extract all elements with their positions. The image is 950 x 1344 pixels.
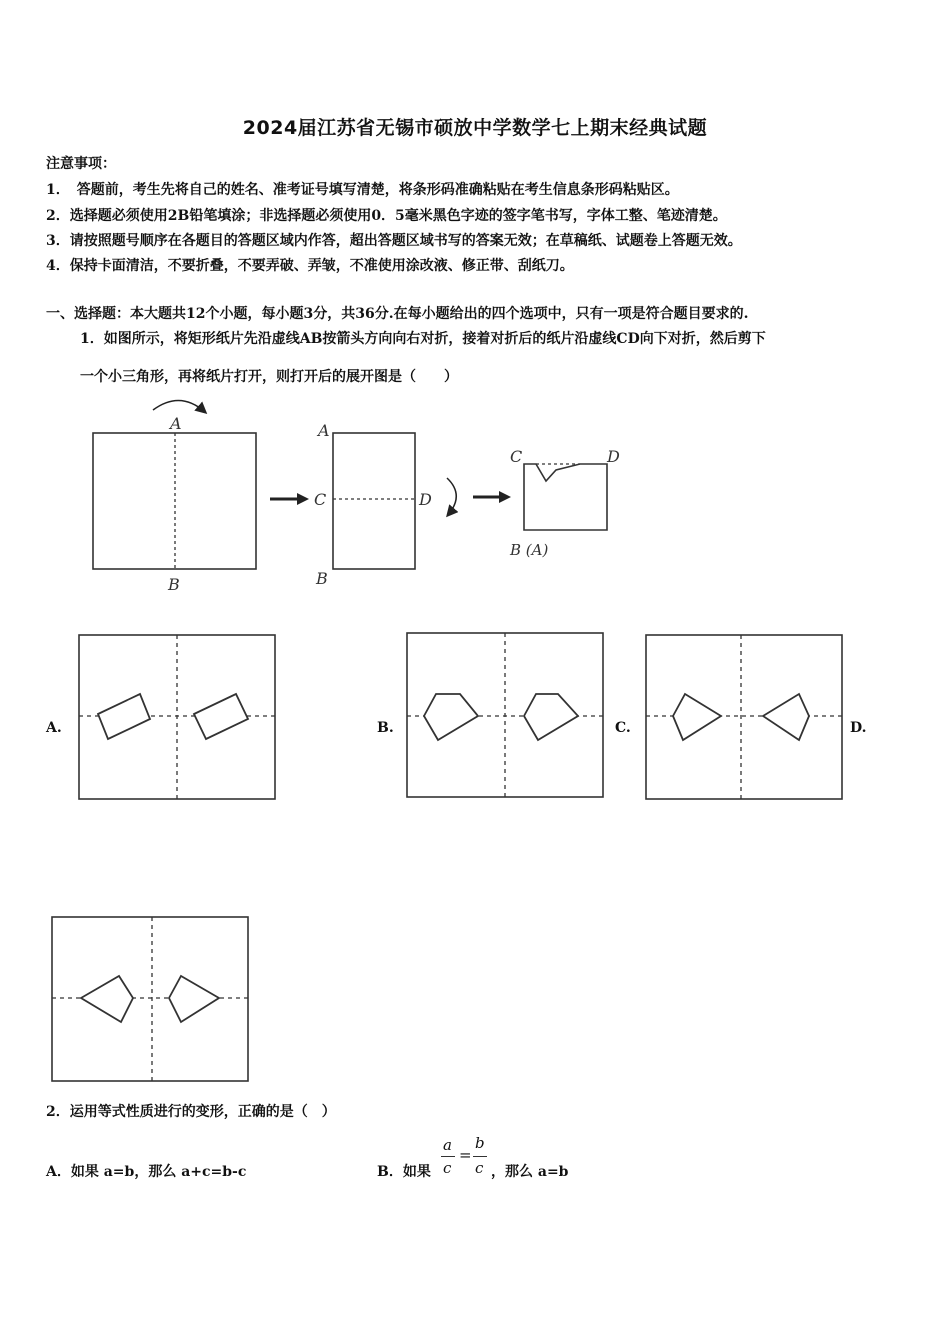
label-c2: C (314, 490, 327, 509)
label-c3: C (510, 447, 523, 466)
option-a-label[interactable]: A. (46, 720, 62, 736)
label-ba3: B (A) (510, 541, 549, 559)
label-d2: D (419, 490, 432, 509)
label-a2: A (318, 421, 330, 440)
frac-bar-a (441, 1156, 455, 1157)
option-b-shape-left (424, 694, 478, 740)
arrow-step-1-head (297, 493, 309, 505)
arrow-step-2-head (499, 491, 511, 503)
frac-equals: = (459, 1146, 472, 1164)
step2-rect (333, 433, 415, 569)
label-d3: D (607, 447, 620, 466)
notice-item-2: 2．选择题必须使用2B铅笔填涂；非选择题必须使用0．5毫米黑色字迹的签字笔书写，字体工整、笔迹清楚。 (46, 208, 727, 224)
option-a-figure (78, 634, 278, 802)
q2-stem: 2．运用等式性质进行的变形，正确的是（ ） (46, 1104, 336, 1120)
option-a-shape-right (194, 694, 248, 739)
option-c-figure (645, 634, 845, 802)
frac-bar-b (473, 1156, 487, 1157)
option-c-label[interactable]: C. (615, 720, 631, 736)
fold-arrow-2 (447, 478, 456, 515)
label-b2: B (316, 569, 328, 588)
option-d-shape-left (81, 976, 133, 1022)
fold-arrow-1 (153, 400, 205, 412)
q1-stem-line1: 1．如图所示，将矩形纸片先沿虚线AB按箭头方向向右对折，接着对折后的纸片沿虚线CD向下对折，然后剪下 (80, 331, 766, 347)
option-b-shape-right (524, 694, 578, 740)
option-b-label[interactable]: B. (377, 720, 394, 736)
notice-item-1: 1． 答题前，考生先将自己的姓名、准考证号填写清楚，将条形码准确粘贴在考生信息条形码粘贴区。 (46, 182, 679, 198)
label-a1: A (170, 414, 182, 433)
notice-item-3: 3．请按照题号顺序在各题目的答题区域内作答，超出答题区域书写的答案无效；在草稿纸、试题卷上答题无效。 (46, 233, 742, 249)
option-c-shape-left (673, 694, 721, 740)
q2-option-b-prefix[interactable]: B．如果 (377, 1164, 431, 1180)
option-b-figure (406, 632, 606, 800)
option-a-shape-left (98, 694, 150, 739)
option-d-label[interactable]: D. (850, 720, 867, 736)
option-d-shape-right (169, 976, 219, 1022)
label-b1: B (168, 575, 180, 594)
frac-num-b: b (475, 1134, 485, 1152)
folding-figure (0, 0, 950, 620)
step3-shape (524, 464, 607, 530)
q2-option-a[interactable]: A．如果 a=b，那么 a+c=b-c (46, 1164, 247, 1180)
page-title: 2024届江苏省无锡市硕放中学数学七上期末经典试题 (242, 117, 708, 139)
section-heading: 一、选择题：本大题共12个小题，每小题3分，共36分.在每小题给出的四个选项中，只有一项是符合题目要求的. (46, 306, 749, 322)
frac-num-a: a (443, 1136, 452, 1154)
notice-item-4: 4．保持卡面清洁，不要折叠，不要弄破、弄皱，不准使用涂改液、修正带、刮纸刀。 (46, 258, 574, 274)
q2-option-b-suffix[interactable]: ，那么 a=b (491, 1164, 569, 1180)
frac-den-a: c (443, 1159, 452, 1177)
notice-heading: 注意事项： (46, 156, 116, 172)
frac-den-b: c (475, 1159, 484, 1177)
q1-stem-line2: 一个小三角形，再将纸片打开，则打开后的展开图是（ ） (80, 369, 458, 385)
option-c-shape-right (763, 694, 809, 740)
option-d-figure (51, 916, 251, 1084)
